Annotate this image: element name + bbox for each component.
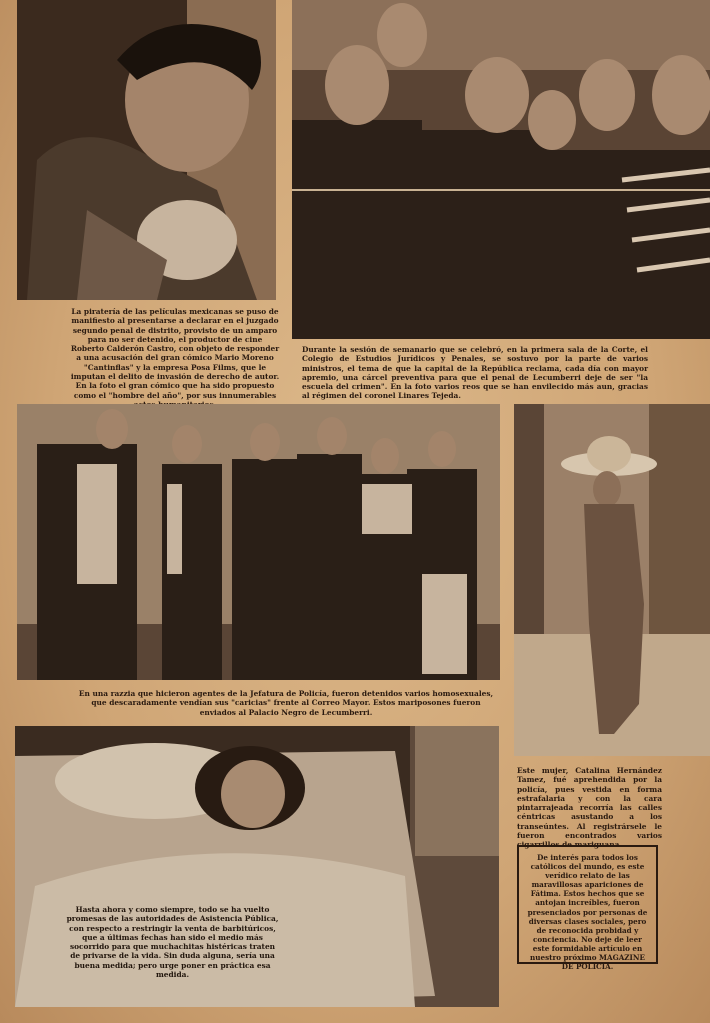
photo-cantinflas: [17, 0, 276, 300]
photo-catalina: [514, 404, 710, 756]
promo-box-fatima: [517, 845, 658, 972]
photo-reos-image: [292, 0, 710, 339]
caption-catalina: Este mujer, Catalina Hernández Tamez, fué aprehendida por la policía, pues vestida en forma estrafalaria y con la cara pintarrajeada recorría las calles céntricas asustando a los transeúntes. Al registrársele le fueron encontrados varios cigarrillos de mariguana.: [517, 766, 662, 850]
caption-semanario: Durante la sesión de semanario que se celebró, en la primera sala de la Corte, el Colegio de Estudios Jurídicos y Penales, se sostuvo por la parte de varios ministros, el tema de que la capital de la República reclama, cada día con mayor apremio, una cárcel preventiva para que el penal de Lecumberri deje de ser "la escuela del crimen". En la foto varios reos que se han envilecido más aun, gracias al régimen del coronel Linares Tejeda.: [302, 345, 648, 401]
caption-asistencia: Hasta ahora y como siempre, todo se ha vuelto promesas de las autoridades de Asistencia Pública, con respecto a restringir la venta de barbitúricos, que a últimas fechas han sido el medio más socorrido para que muchachitas histéricas traten de privarse de la vida. Sin duda alguna, sería una buena medida; pero urge poner en práctica esa medida.: [66, 905, 279, 980]
photo-catalina-image: [514, 404, 710, 756]
caption-fatima: De interés para todos los católicos del mundo, es este verídico relato de las maravillosas apariciones de Fátima. Estos hechos que se antojan increíbles, fueron presenciados por personas de diversas clases sociales, pero de reconocida probidad y conciencia. No deje de leer este formidable artículo en nuestro próximo MAGAZINE DE POLICIA.: [527, 853, 648, 972]
caption-pirateria: La piratería de las películas mexicanas se puso de manifiesto al presentarse a declarar en el juzgado segundo penal de distrito, provisto de un amparo para no ser detenido, el productor de cine Roberto Calderón Castro, con objeto de responder a una acusación del gran cómico Mario Moreno "Cantinflas" y la empresa Posa Films, que le imputan el delito de invasión de derecho de autor. En la foto el gran cómico que ha sido propuesto como el "hombre del año", por sus innumerables: [70, 307, 280, 400]
photo-reos-lecumberri: [292, 0, 710, 339]
caption-razzia: En una razzia que hicieron agentes de la Jefatura de Policía, fueron detenidos varios homosexuales, que descaradamente vendían sus "caricias" frente al Correo Mayor. Estos mariposones fueron enviados al Palacio Negro de Lecumberri.: [78, 689, 494, 717]
photo-cantinflas-image: [17, 0, 276, 300]
photo-detenidos-razzia: [17, 404, 500, 680]
photo-detenidos-image: [17, 404, 500, 680]
